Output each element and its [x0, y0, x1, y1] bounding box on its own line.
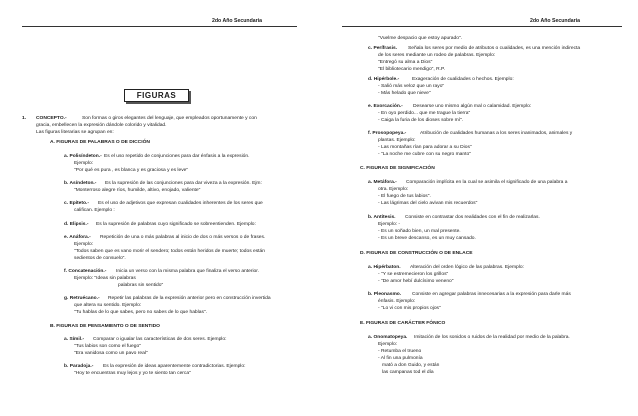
onomatopeya-ejemplo: Ejemplo: [378, 342, 398, 347]
carry-over-line: "Vuelme despacio que estoy apurado". [378, 36, 463, 41]
concatenacion-example-2: palabras sin sentido" [118, 283, 164, 288]
page-title: FIGURAS [124, 89, 189, 102]
hiperbole-def: Exageración de cualidades o hechos. Ejemplo: [412, 77, 514, 82]
pleonasmo-example: - "Lo vi con mis propios ojos" [378, 306, 441, 311]
concatenacion-def: Inicia un verso con la misma palabra que finaliza el verso anterior. [116, 269, 259, 274]
section-c-heading: C. FIGURAS DE SIGNIFICACIÓN [360, 166, 435, 171]
intro-number: 1. [22, 116, 27, 121]
concatenacion-term: f. Concatenación.- [64, 269, 107, 274]
section-b-heading: B. FIGURAS DE PENSAMIENTO O DE SENTIDO [50, 324, 160, 329]
prosopopeya-term: f. Prosopopeya.- [368, 131, 407, 136]
prosopopeya-example-2: - "La noche me cubre con su negro manto" [378, 152, 471, 157]
metafora-def-2: otra. Ejemplo: [378, 187, 409, 192]
section-e-heading: E. FIGURAS DE CARÁCTER FÓNICO [360, 321, 446, 326]
left-header-rule [22, 26, 297, 27]
simil-term: a. Símil.- [64, 337, 85, 342]
asindeton-example: "Monterroso alegre ríos, humilde, altivo, enojado, valiente" [74, 188, 201, 193]
exorcacion-def: Desearse uno mismo algún mal o calamidad. Ejemplo: [413, 104, 532, 109]
hiperbole-term: d. Hipérbole.- [368, 77, 400, 82]
perifrasis-def-2: de los seres mediante un rodeo de palabras. Ejemplo: [378, 53, 496, 58]
anafora-def: Repetición de una o más palabras al inicio de dos o más versos o de frases. [100, 235, 266, 240]
pleonasmo-term: b. Pleonasmo. [368, 292, 402, 297]
concatenacion-example-1: Ejemplo: "Ideas sin palabras [74, 276, 136, 281]
simil-example-1: "Tus labios son como el fuego" [74, 344, 141, 349]
onomatopeya-def: Imitación de los sonidos o ruidos de la realidad por medio de la palabra. [414, 335, 570, 340]
antitesis-def: Consiste en contrastar dos realidades con el fin de realizarlas. [405, 215, 540, 220]
intro-line-2: gracia, embellecen la expresión dándole colorido y vitalidad. [36, 123, 167, 128]
retruecano-example: "Tu hablas de lo que sabes, pero no sabes de lo que hablas". [74, 310, 207, 315]
metafora-example-2: - Las lágrimas del cielo avivan mis recuerdos" [378, 201, 478, 206]
right-header: 2do Año Secundaria [530, 18, 580, 24]
anafora-example-1: "Todos saben que es vano morir el sendero; todos están heridos de muerte; todos están [74, 249, 265, 254]
section-a-heading: A. FIGURAS DE PALABRAS O DE DICCIÓN [50, 140, 150, 145]
elipsis-term: d. Elipsis.- [64, 222, 89, 227]
anafora-example-2: sedientos de consuelo". [74, 256, 126, 261]
epiteto-def-2: califican. Ejemplo : [74, 208, 115, 213]
exorcacion-example-1: - En oyo perdido... que me trague la tierra" [378, 111, 471, 116]
onomatopeya-example-2: - Al fin una pulmonía [378, 356, 423, 361]
elipsis-def: Es la supresión de palabras cuyo significado se sobreentienden. Ejemplo: [96, 222, 256, 227]
metafora-term: a. Metáfora.- [368, 180, 397, 185]
retruecano-term: g. Retruécano.- [64, 296, 100, 301]
onomatopeya-example-1: - Retumba el trueno [378, 349, 422, 354]
exorcacion-term: e. Exorcación.- [368, 104, 403, 109]
exorcacion-example-2: - Caiga la furia de los dioses sobre mí". [378, 118, 464, 123]
polisindeton-ejemplo: Ejemplo: [74, 161, 94, 166]
antitesis-ejemplo: Ejemplo: - [378, 222, 401, 227]
hiperbole-example-1: - Salió más veloz que un rayo" [378, 84, 445, 89]
antitesis-example-2: - Es un breve descanso, es un muy cansado. [378, 236, 476, 241]
paradoja-def: Es la expresión de ideas aparentemente contradictorias. Ejemplo: [103, 364, 246, 369]
simil-def: Comparar o igualar las características de dos seres. Ejemplo: [93, 337, 227, 342]
right-page [320, 0, 638, 416]
paradoja-example: "Hoy te encuentras muy lejos y yo te siento tan cerca" [74, 371, 191, 376]
paradoja-term: b. Paradoja.- [64, 364, 94, 369]
onomatopeya-example-3: mató a don Guido, y están [382, 363, 440, 368]
perifrasis-example-2: "El bibliotecario mendigo", R.P. [378, 67, 445, 72]
perifrasis-term: c. Perífrasis. [368, 46, 398, 51]
polisindeton-example: "Por qué es pura , es blanca y es graciosa y es leve" [74, 168, 189, 173]
metafora-def-1: Comparación implícita en la cual se asimila el significado de una palabra a [406, 180, 568, 185]
asindeton-def: Es la supresión de las conjunciones para dar viveza a la expresión. Ejm: [105, 181, 262, 186]
prosopopeya-def-1: Atribución de cualidades humanas a los seres inanimados, animales y [420, 131, 573, 136]
right-header-rule [342, 26, 622, 27]
anafora-term: e. Anáfora.- [64, 235, 91, 240]
metafora-example-1: - El fuego de tus labios". [378, 194, 431, 199]
antitesis-example-1: - Es un soñado bien, un mal presente. [378, 229, 461, 234]
hiperbaton-term: a. Hipérbaton. [368, 265, 401, 270]
perifrasis-def-1: Señala los seres por medio de atributos o cualidades, es una mención indirecta [408, 46, 581, 51]
left-header: 2do Año Secundaria [212, 18, 262, 24]
simil-example-2: "Era vanidosa como un pavo real" [74, 351, 148, 356]
epiteto-term: c. Epíteto.- [64, 201, 89, 206]
onomatopeya-example-4: las campanas tod el día [382, 370, 434, 375]
intro-line-3: Las figuras literarias se agrupan en: [36, 130, 114, 135]
hiperbaton-example-1: - "Y se estremecieron los grillos" [378, 272, 449, 277]
antitesis-term: b. Antítesis. [368, 215, 396, 220]
polisindeton-term: a. Polisíndeton.- [64, 154, 102, 159]
hiperbole-example-2: - Más helado que nieve" [378, 91, 431, 96]
asindeton-term: b. Asíndeton.- [64, 181, 97, 186]
retruecano-def-1: Repetir las palabras de la expresión anterior pero en construcción invertida [108, 296, 271, 301]
pleonasmo-def-1: Consiste en agregar palabras innecesarias a la expresión para darle más [412, 292, 571, 297]
prosopopeya-example-1: - Las montañas rían para adorar a su Dios" [378, 145, 472, 150]
polisindeton-def: Es el uso repetido de conjunciones para dar énfasis a la expresión. [104, 154, 250, 159]
prosopopeya-def-2: plantas. Ejemplo: [378, 138, 416, 143]
section-d-heading: D. FIGURAS DE CONSTRUCCIÓN O DE ENLACE [360, 251, 473, 256]
retruecano-def-2: que altera su sentido. Ejemplo: [74, 303, 142, 308]
hiperbaton-example-2: - "De amor hebí dulcísimo veneno" [378, 279, 454, 284]
hiperbaton-def: Alteración del orden lógico de las palabras. Ejemplo: [410, 265, 524, 270]
anafora-ejemplo: Ejemplo: [74, 242, 94, 247]
epiteto-def-1: Es el uso de adjetivos que expresan cualidades inherentes de los seres que [98, 201, 263, 206]
intro-term: CONCEPTO.- [36, 116, 67, 121]
onomatopeya-term: a. Onomatopeya. [368, 335, 408, 340]
intro-line-1: Son formas o giros elegantes del lenguaje, que empleados oportunamente y con [82, 116, 257, 121]
pleonasmo-def-2: énfasis. Ejemplo: [378, 299, 416, 304]
perifrasis-example-1: "Entregó su alma a Dios" [378, 60, 433, 65]
